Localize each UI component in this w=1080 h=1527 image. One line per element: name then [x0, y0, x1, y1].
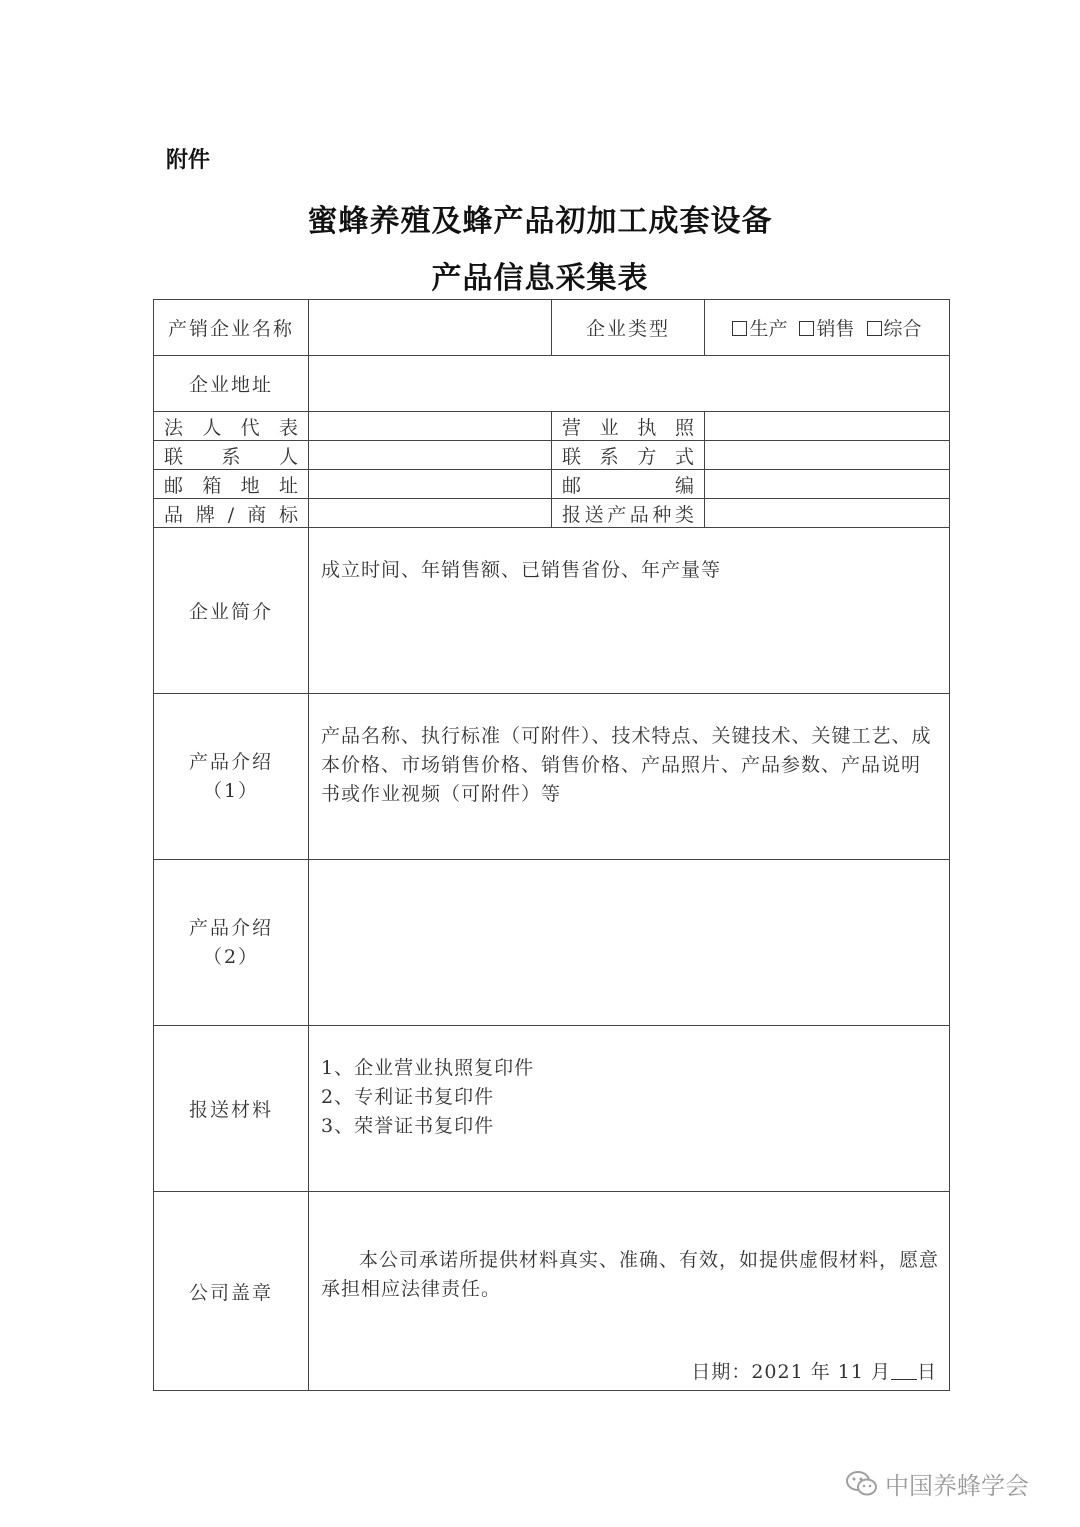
row-profile — [154, 528, 950, 694]
row-legal-rep — [154, 412, 950, 441]
postal-code-label: 邮编 — [552, 470, 705, 499]
company-name-field[interactable] — [309, 300, 552, 356]
row-materials — [154, 1026, 950, 1192]
watermark-text: 中国养蜂学会 — [885, 1472, 1029, 1500]
option-sales[interactable]: 销售 — [799, 318, 854, 340]
option-production[interactable]: 生产 — [732, 318, 787, 340]
checkbox-icon[interactable] — [799, 321, 814, 336]
row-company-name — [154, 300, 950, 356]
info-form-table — [153, 299, 950, 1391]
product-category-label: 报送产品种类 — [552, 499, 705, 528]
row-product-intro-1 — [154, 694, 950, 860]
checkbox-icon[interactable] — [867, 321, 882, 336]
row-seal — [154, 1192, 950, 1391]
brand-label: 品牌/商标 — [154, 499, 309, 528]
materials-label: 报送材料 — [154, 1026, 309, 1192]
attachment-label: 附件 — [166, 148, 211, 173]
material-item: 2、专利证书复印件 — [321, 1086, 495, 1108]
option-comprehensive[interactable]: 综合 — [867, 318, 922, 340]
address-field[interactable] — [309, 356, 950, 412]
product-intro-2-label: 产品介绍 （2） — [154, 860, 309, 1026]
contact-person-field[interactable] — [309, 441, 552, 470]
mailing-address-field[interactable] — [309, 470, 552, 499]
contact-person-label: 联系人 — [154, 441, 309, 470]
address-label: 企业地址 — [154, 356, 309, 412]
row-address — [154, 356, 950, 412]
wechat-icon — [845, 1470, 879, 1498]
company-name-label: 产销企业名称 — [154, 300, 309, 356]
profile-hint: 成立时间、年销售额、已销售省份、年产量等 — [321, 559, 722, 581]
material-item: 3、荣誉证书复印件 — [321, 1115, 495, 1137]
product-intro-2-field[interactable] — [309, 860, 950, 1026]
date-line: 日期：2021 年 11 月 日 — [691, 1361, 937, 1383]
mailing-address-label: 邮箱地址 — [154, 470, 309, 499]
product-category-field[interactable] — [705, 499, 950, 528]
seal-field[interactable] — [309, 1192, 950, 1391]
row-brand — [154, 499, 950, 528]
form-subtitle: 产品信息采集表 — [431, 261, 649, 296]
row-mail — [154, 470, 950, 499]
product-intro-1-hint: 产品名称、执行标准（可附件）、技术特点、关键技术、关键工艺、成本价格、市场销售价格、销售价格、产品照片、产品参数、产品说明书或作业视频（可附件）等 — [321, 725, 932, 805]
contact-method-label: 联系方式 — [552, 441, 705, 470]
contact-method-field[interactable] — [705, 441, 950, 470]
company-type-options — [705, 300, 950, 356]
materials-field — [309, 1026, 950, 1192]
postal-code-field[interactable] — [705, 470, 950, 499]
checkbox-icon[interactable] — [732, 321, 747, 336]
row-contact — [154, 441, 950, 470]
profile-label: 企业简介 — [154, 528, 309, 694]
form-title: 蜜蜂养殖及蜂产品初加工成套设备 — [307, 204, 773, 239]
business-license-field[interactable] — [705, 412, 950, 441]
profile-field[interactable] — [309, 528, 950, 694]
brand-field[interactable] — [309, 499, 552, 528]
legal-rep-label: 法人代表 — [154, 412, 309, 441]
business-license-label: 营业执照 — [552, 412, 705, 441]
seal-statement: 本公司承诺所提供材料真实、准确、有效，如提供虚假材料，愿意承担相应法律责任。 — [321, 1249, 940, 1300]
material-item: 1、企业营业执照复印件 — [321, 1057, 535, 1079]
seal-label: 公司盖章 — [154, 1192, 309, 1391]
day-blank[interactable] — [891, 1361, 917, 1380]
product-intro-1-label: 产品介绍 （1） — [154, 694, 309, 860]
row-product-intro-2 — [154, 860, 950, 1026]
watermark — [845, 1466, 1029, 1501]
legal-rep-field[interactable] — [309, 412, 552, 441]
product-intro-1-field[interactable] — [309, 694, 950, 860]
company-type-label: 企业类型 — [552, 300, 705, 356]
